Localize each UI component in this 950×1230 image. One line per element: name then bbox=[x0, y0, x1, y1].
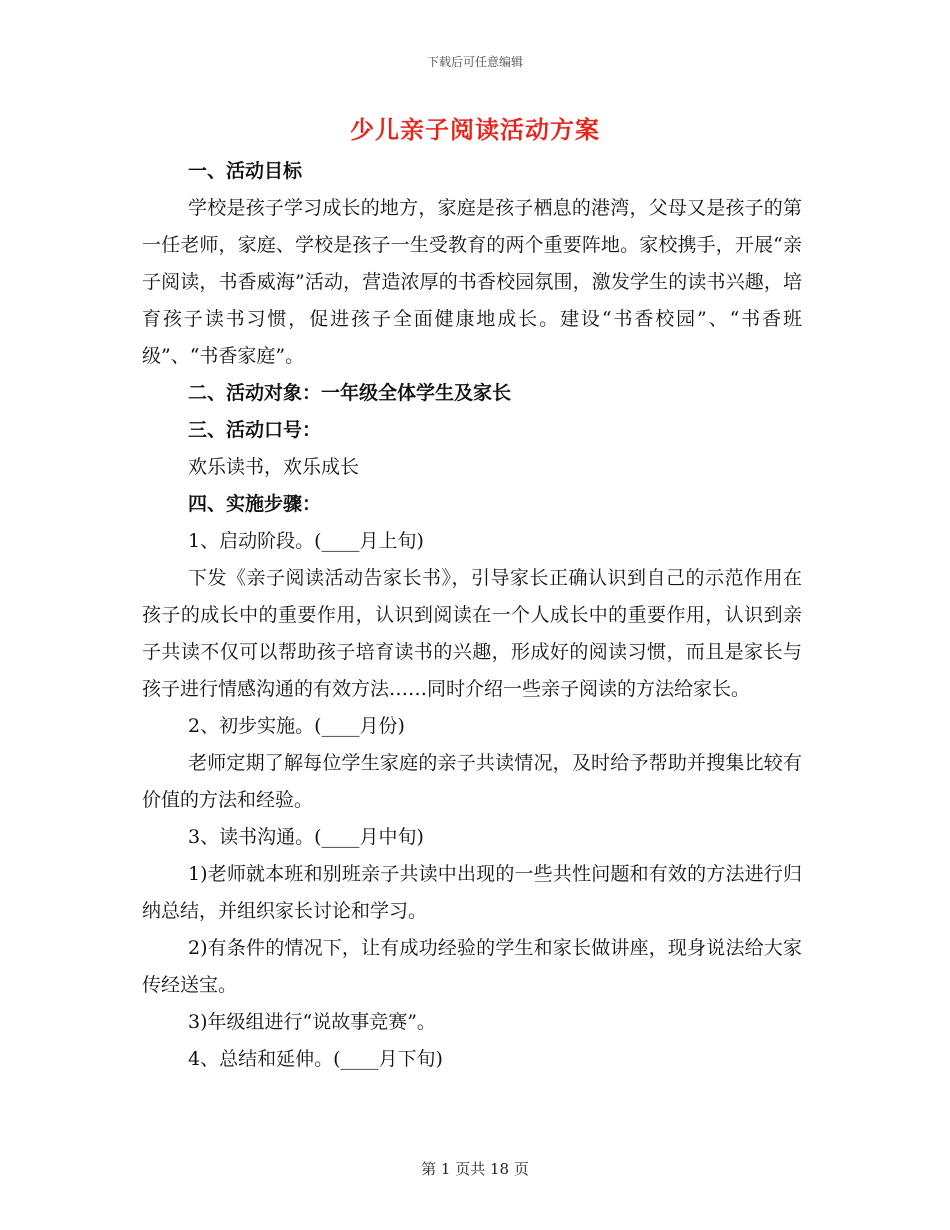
section-heading-slogan: 三、活动口号： bbox=[188, 419, 322, 441]
step-title-2: 2、初步实施。(____月份) bbox=[188, 715, 405, 737]
document-title: 少儿亲子阅读活动方案 bbox=[350, 115, 600, 144]
section-heading-audience: 二、活动对象：一年级全体学生及家长 bbox=[188, 382, 512, 404]
step-paragraph-3-1: 1)老师就本班和别班亲子共读中出现的一些共性问题和有效的方法进行归纳总结，并组织家长讨论和学习。 bbox=[142, 863, 802, 922]
paragraph-slogan: 欢乐读书，欢乐成长 bbox=[188, 456, 360, 478]
page-footer: 第 1 页共 18 页 bbox=[421, 1160, 529, 1178]
step-paragraph-1: 下发《亲子阅读活动告家长书》，引导家长正确认识到自己的示范作用在孩子的成长中的重要作用，认识到阅读在一个人成长中的重要作用，认识到亲子共读不仅可以帮助孩子培育读书的兴趣，形成好的阅读习惯，而且是家长与孩子进行情感沟通的有效方法……同时介绍一些亲子阅读的方法给家长。 bbox=[142, 567, 802, 700]
step-paragraph-3-3: 3)年级组进行“说故事竞赛”。 bbox=[188, 1011, 436, 1033]
section-heading-steps: 四、实施步骤： bbox=[188, 493, 322, 515]
step-title-4: 4、总结和延伸。(____月下旬) bbox=[188, 1048, 443, 1070]
step-paragraph-2: 老师定期了解每位学生家庭的亲子共读情况，及时给予帮助并搜集比较有价值的方法和经验。 bbox=[142, 752, 802, 811]
step-title-1: 1、启动阶段。(____月上旬) bbox=[188, 530, 424, 552]
document-body bbox=[142, 153, 802, 1078]
step-paragraph-3-2: 2)有条件的情况下，让有成功经验的学生和家长做讲座，现身说法给大家传经送宝。 bbox=[142, 937, 802, 996]
section-heading-goals: 一、活动目标 bbox=[188, 160, 303, 182]
step-title-3: 3、读书沟通。(____月中旬) bbox=[188, 826, 424, 848]
paragraph-goals: 学校是孩子学习成长的地方，家庭是孩子栖息的港湾，父母又是孩子的第一任老师，家庭、学校是孩子一生受教育的两个重要阵地。家校携手，开展“亲子阅读，书香威海”活动，营造浓厚的书香校园氛围，激发学生的读书兴趣，培育孩子读书习惯，促进孩子全面健康地成长。建设“书香校园”、“书香班级”、“书香家庭”。 bbox=[142, 197, 802, 367]
page-header: 下载后可任意编辑 bbox=[426, 55, 523, 69]
